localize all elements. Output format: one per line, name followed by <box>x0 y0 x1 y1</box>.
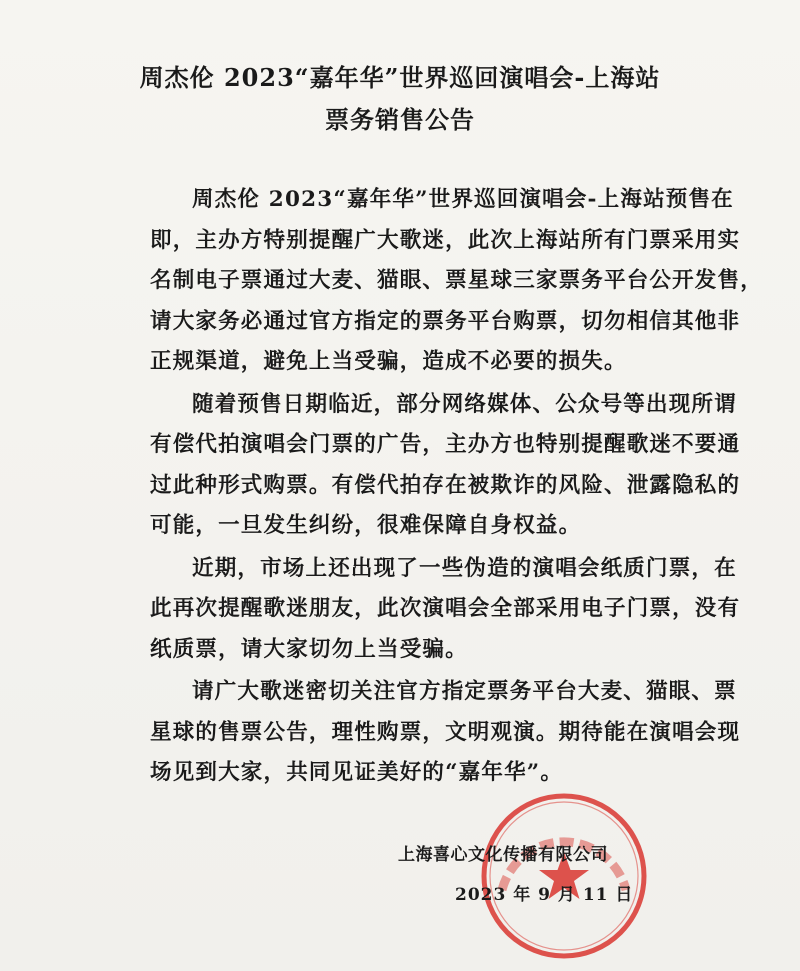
issue-date: 2023 年 9 月 11 日 <box>455 885 634 905</box>
paragraph-line: 星球的售票公告，理性购票，文明观演。期待能在演唱会现 <box>150 719 741 745</box>
company-seal-icon <box>478 790 650 962</box>
paragraph-line: 随着预售日期临近，部分网络媒体、公众号等出现所谓 <box>192 391 737 417</box>
paragraph-line: 场见到大家，共同见证美好的“嘉年华”。 <box>150 760 564 785</box>
notice-body <box>150 180 763 794</box>
notice-subtitle: 票务销售公告 <box>325 105 475 134</box>
issuer-name: 上海喜心文化传播有限公司 <box>398 845 608 865</box>
notice-title: 周杰伦 2023“嘉年华”世界巡回演唱会-上海站 <box>139 63 661 92</box>
paragraph-line: 此再次提醒歌迷朋友，此次演唱会全部采用电子门票，没有 <box>150 596 741 621</box>
paragraph-line: 可能，一旦发生纠纷，很难保障自身权益。 <box>150 513 582 538</box>
paragraph-line: 纸质票，请大家切勿上当受骗。 <box>150 636 468 662</box>
paragraph-line: 周杰伦 2023“嘉年华”世界巡回演唱会-上海站预售在 <box>192 187 734 212</box>
paragraph-line: 名制电子票通过大麦、猫眼、票星球三家票务平台公开发售， <box>150 268 763 293</box>
paragraph-line: 过此种形式购票。有偿代拍存在被欺诈的风险、泄露隐私的 <box>150 472 741 498</box>
paragraph-line: 请广大歌迷密切关注官方指定票务平台大麦、猫眼、票 <box>192 679 737 704</box>
paragraph-line: 请大家务必通过官方指定的票务平台购票，切勿相信其他非 <box>150 308 741 334</box>
paragraph-line: 正规渠道，避免上当受骗，造成不必要的损失。 <box>150 349 627 374</box>
paragraph-line: 近期，市场上还出现了一些伪造的演唱会纸质门票，在 <box>192 555 737 581</box>
paragraph-line: 有偿代拍演唱会门票的广告，主办方也特别提醒歌迷不要通 <box>150 432 741 457</box>
paragraph-line: 即，主办方特别提醒广大歌迷，此次上海站所有门票采用实 <box>150 227 741 253</box>
